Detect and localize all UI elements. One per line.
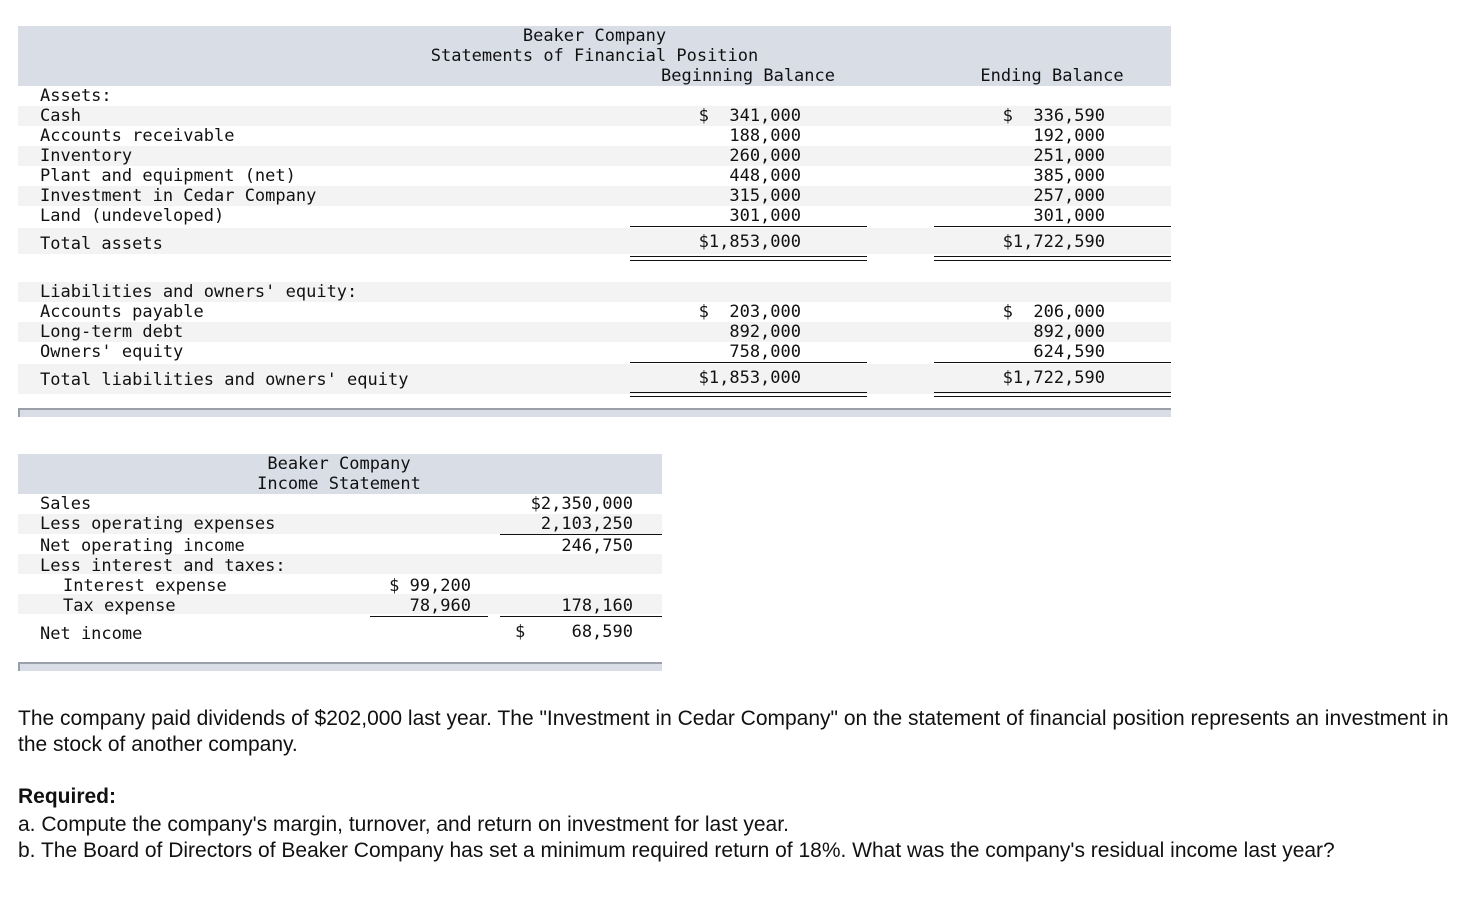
total-liabilities-begin: $1,853,000 (698, 368, 801, 388)
bs-company-name: Beaker Company (522, 26, 667, 46)
tax-value: 78,960 (409, 596, 471, 616)
underline (630, 362, 867, 363)
asset-label: Land (undeveloped) (40, 206, 225, 226)
asset-label: Inventory (40, 146, 133, 166)
asset-begin: 315,000 (729, 186, 801, 206)
underline (934, 362, 1171, 363)
liability-begin: 892,000 (729, 322, 801, 342)
requirement-a: a. Compute the company's margin, turnover, and return on investment for last year. (18, 813, 789, 836)
underline (934, 226, 1171, 227)
asset-end: 385,000 (1033, 166, 1105, 186)
asset-begin: 260,000 (729, 146, 801, 166)
net-income-value: 68,590 (571, 622, 633, 642)
underline (370, 616, 488, 617)
total-liabilities-end: $1,722,590 (1002, 368, 1105, 388)
is-company-name: Beaker Company (267, 454, 411, 474)
net-income-label: Net income (40, 624, 143, 644)
less-interest-taxes-heading: Less interest and taxes: (40, 556, 286, 576)
col-beginning-balance: Beginning Balance (661, 66, 835, 86)
asset-end: $ 336,590 (1002, 106, 1105, 126)
col-ending-balance: Ending Balance (980, 66, 1124, 86)
assets-heading: Assets: (40, 86, 112, 106)
opex-label: Less operating expenses (40, 514, 276, 534)
asset-end: 192,000 (1033, 126, 1105, 146)
liability-end: 892,000 (1033, 322, 1105, 342)
double-underline (630, 256, 867, 261)
liability-label: Owners' equity (40, 342, 184, 362)
double-underline (934, 256, 1171, 261)
interest-tax-total: 178,160 (561, 596, 633, 616)
net-income-dollar: $ (515, 622, 526, 642)
asset-end: 257,000 (1033, 186, 1105, 206)
problem-text (18, 706, 1458, 864)
asset-begin: 188,000 (729, 126, 801, 146)
table-footer-bar (18, 662, 662, 671)
asset-label: Investment in Cedar Company (40, 186, 317, 206)
interest-label: Interest expense (63, 576, 227, 596)
double-underline (630, 392, 867, 397)
balance-sheet (18, 26, 1171, 418)
opex-value: 2,103,250 (540, 514, 633, 534)
liability-end: 624,590 (1033, 342, 1105, 362)
underline (500, 534, 662, 535)
income-statement (18, 454, 662, 672)
total-assets-begin: $1,853,000 (698, 232, 801, 252)
problem-paragraph: The company paid dividends of $202,000 last year. The "Investment in Cedar Company" on the statement of financial position represents an investment in the stock of another company. (18, 707, 1449, 756)
noi-value: 246,750 (561, 536, 633, 556)
interest-value: $ 99,200 (389, 576, 471, 596)
total-liabilities-label: Total liabilities and owners' equity (40, 370, 409, 390)
is-title: Income Statement (257, 474, 421, 494)
liability-end: $ 206,000 (1002, 302, 1105, 322)
asset-label: Accounts receivable (40, 126, 235, 146)
bs-title: Statements of Financial Position (430, 46, 759, 66)
liability-label: Long-term debt (40, 322, 184, 342)
requirement-b: b. The Board of Directors of Beaker Company has set a minimum required return of 18%. What was the company's residual income last year? (18, 839, 1335, 862)
liability-begin: $ 203,000 (698, 302, 801, 322)
double-underline (934, 392, 1171, 397)
asset-begin: $ 341,000 (698, 106, 801, 126)
required-heading: Required: (18, 785, 117, 808)
asset-end: 301,000 (1033, 206, 1105, 226)
sales-value: $2,350,000 (530, 494, 633, 514)
liability-begin: 758,000 (729, 342, 801, 362)
total-assets-label: Total assets (40, 234, 163, 254)
table-footer-bar (18, 408, 1171, 417)
liability-label: Accounts payable (40, 302, 204, 322)
asset-end: 251,000 (1033, 146, 1105, 166)
tax-label: Tax expense (63, 596, 176, 616)
underline (500, 616, 662, 617)
sales-label: Sales (40, 494, 92, 514)
underline (630, 226, 867, 227)
total-assets-end: $1,722,590 (1002, 232, 1105, 252)
asset-label: Cash (40, 106, 81, 126)
asset-label: Plant and equipment (net) (40, 166, 296, 186)
asset-begin: 301,000 (729, 206, 801, 226)
asset-begin: 448,000 (729, 166, 801, 186)
noi-label: Net operating income (40, 536, 245, 556)
liabilities-heading: Liabilities and owners' equity: (40, 282, 358, 302)
